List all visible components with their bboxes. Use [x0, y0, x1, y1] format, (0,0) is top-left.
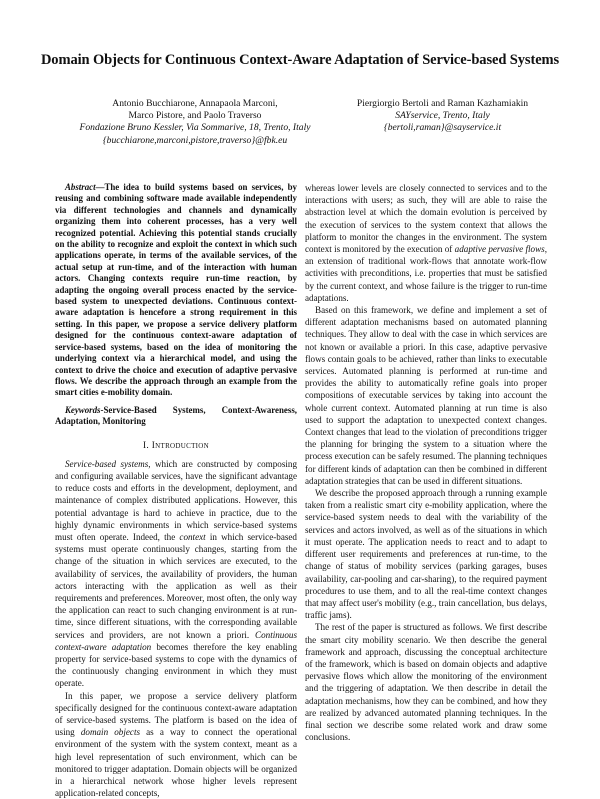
- intro-p1-text-c: becomes therefore the key enabling property for service-based systems to cope with the dynamics of the continuously changing environment in which they must operate.: [55, 641, 297, 689]
- intro-paragraph-3: [305, 182, 547, 304]
- author-block-right: [330, 98, 555, 135]
- intro-paragraph-2: [55, 690, 297, 799]
- intro-r1-text-a: whereas lower levels are closely connected to services and to the interactions with users; as such, they will are able to raise the abstraction level at which the domain evolution is perceived by the execution of services to the system context that allows the platform to monitor the changes in the environment. The system context is monitored by the execution of: [305, 183, 547, 255]
- intro-p1-em: Service-based systems: [65, 458, 149, 469]
- intro-paragraph-4: Based on this framework, we define and implement a set of different adaptation mechanisms based on automated planning techniques. They allow to deal with the case in which services are not known or available a priori. In this case, adaptive pervasive flows contain goals to be achieved, rather than links to executable services. Automated planning is performed at run-time and provides the ability to automatically refine goals into proper compositions of executable services by taking into account the whole current context. Automated planning at run time is also used to support the adaptation to unexpected context changes. Context changes that lead to the violation of preconditions trigger the planning for bringing the system to a situation where the process execution can be safely resumed. The planning techniques for different kinds of adaptation can then be combined in different adaptation strategies that can be used in different situations.: [305, 305, 547, 486]
- paper-title: Domain Objects for Continuous Context-Aware Adaptation of Service-based Systems: [40, 52, 560, 68]
- author-names: Piergiorgio Bertoli and Raman Kazhamiakin: [356, 98, 529, 109]
- right-column: [305, 182, 547, 743]
- author-names-line-2: Marco Pistore, and Paolo Traverso: [128, 110, 262, 122]
- author-affiliation: Fondazione Bruno Kessler, Via Sommarive, 18, Trento, Italy: [79, 122, 311, 134]
- author-affiliation: SAYservice, Trento, Italy: [395, 110, 490, 122]
- intro-p1-text-b: in which service-based systems must operate continuously changes, starting from the change of the situation in which services are executed, to the availability of services, the availability of providers, the human actors interacting with the application as well as their requirements and preferences. Moreover, most often, the only way the application can react to such changing environment is at run-time, since different situations, with the corresponding available services and providers, are not known a priori.: [55, 531, 297, 640]
- intro-r1-text-b: , an extension of traditional work-flows that annotate work-flow activities with preconditions, i.e. properties that must be satisfied by the current context, and whose failure is the trigger to run-time adaptations.: [305, 244, 547, 303]
- intro-r1-em: adaptive pervasive flows: [454, 244, 545, 255]
- intro-paragraph-5: We describe the proposed approach through a running example taken from a realistic smart city e-mobility application, where the service-based system needs to deal with the variability of the services and actors involved, as well as of the situations in which it must operate. The application needs to react and to adapt to different user requirements and preferences at run-time, to the change of status of mobility services (parking garages, buses availability, car-pooling and car-sharing), to the required payment procedures to use them, and to all the real-time context changes that may affect user's mobility (e.g., train cancellation, bus delays, traffic jams).: [305, 488, 547, 621]
- intro-p2-text-b: as a way to connect the operational environment of the system with the system context, meant as a high level representation of such environment, which can be monitored to trigger adaptation. Domain objects will be organized in a hierarchical network whose higher levels represent application-related concepts,: [55, 727, 297, 799]
- intro-paragraph-6: The rest of the paper is structured as follows. We first describe the smart city mobility scenario. We then describe the general framework and approach, discussing the conceptual architecture of the framework, which is based on domain objects and adaptive pervasive flows which allow the monitoring of the environment and the triggering of adaptation. We then describe in detail the adaptation mechanisms, how they can be combined, and how they are realized by advanced automated planning techniques. In the final section we describe some related work and draw some conclusions.: [305, 622, 547, 743]
- left-column: [55, 182, 297, 799]
- intro-p2-text-a: In this paper, we propose a service delivery platform specifically designed for the continuous context-aware adaptation of service-based systems. The platform is based on the idea of using: [55, 690, 297, 738]
- intro-p1-em2: context: [179, 531, 206, 542]
- keywords: [55, 405, 297, 428]
- author-emails: {bucchiarone,marconi,pistore,traverso}@fbk.eu: [102, 134, 288, 146]
- abstract-label: Abstract: [65, 182, 96, 192]
- abstract: [55, 182, 297, 399]
- keywords-text: -Service-Based Systems, Context-Awareness, Adaptation, Monitoring: [55, 404, 297, 427]
- section-number: I.: [142, 440, 150, 451]
- author-names-line-1: Antonio Bucchiarone, Annapaola Marconi,: [112, 98, 278, 109]
- section-heading: [55, 440, 297, 452]
- author-emails: {bertoli,raman}@sayservice.it: [383, 122, 502, 134]
- abstract-text: —The idea to build systems based on services, by reusing and combining software made available independently via different technologies and channels and dynamically organizing them into coherent processes, has a very well recognized potential. Achieving this potential stands crucially on the ability to recognize and exploit the context in which such applications operate, in terms of the available services, of the actual setup at run-time, and of the interaction with human actors. Changing contexts require run-time reaction, by adapting the ongoing overall process enacted by the service-based system to unexpected deviations. Continuous context-aware adaptation is hencefore a strong requirement in this setting. In this paper, we propose a service delivery platform designed for the continuous context-aware adaptation of service-based systems, based on the idea of monitoring the underlying context via a hierarchical model, and using the context to drive the choice and execution of adaptive pervasive flows. We describe the approach through an example from the smart cities e-mobility domain.: [55, 182, 297, 398]
- author-block-left: [60, 98, 330, 147]
- intro-paragraph-1: [55, 458, 297, 690]
- intro-p2-em: domain objects: [80, 727, 141, 738]
- intro-p1-text-a: , which are constructed by composing and configuring available services, have the significant advantage to reduce costs and efforts in the development, deployment, and maintenance of complex distributed applications. However, this potential advantage is hard to achieve in practice, due to the highly dynamic environments in which service-based systems must often operate. Indeed, the: [55, 458, 297, 542]
- intro-p1-em3: Continuous context-aware adaptation: [55, 629, 297, 652]
- section-title: Introduction: [151, 440, 209, 451]
- keywords-label: Keywords: [65, 404, 101, 415]
